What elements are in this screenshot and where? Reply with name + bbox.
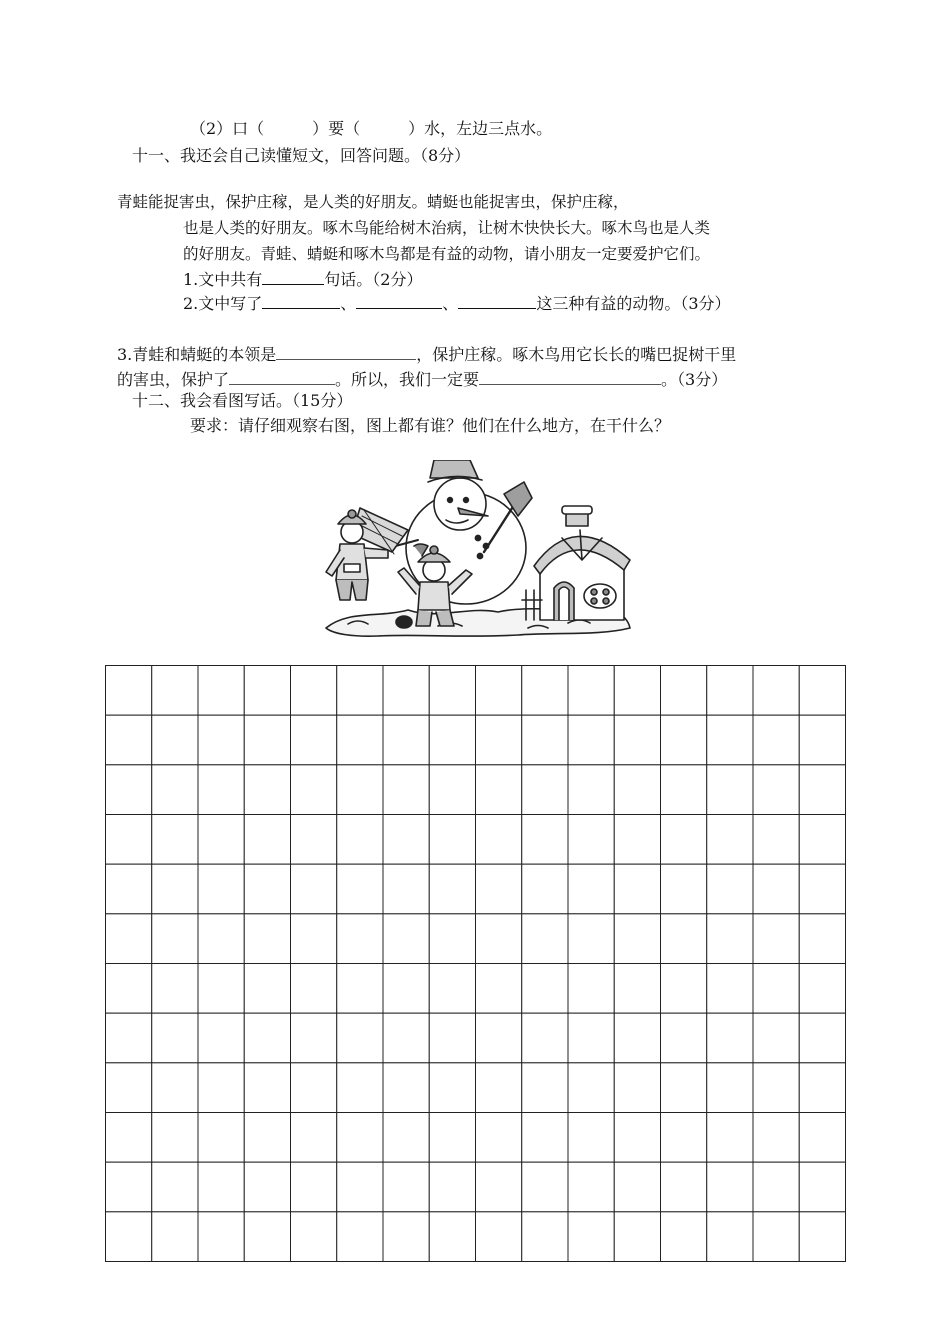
answer-blank-sentence-count[interactable]: [262, 268, 324, 285]
grid-cell[interactable]: [152, 1063, 198, 1113]
q2-prefix: 2.文中写了: [183, 294, 263, 313]
grid-cell[interactable]: [291, 1013, 337, 1063]
grid-cell[interactable]: [337, 1013, 383, 1063]
grid-cell[interactable]: [707, 815, 753, 865]
grid-cell[interactable]: [244, 964, 290, 1014]
grid-cell[interactable]: [522, 1063, 568, 1113]
grid-cell[interactable]: [476, 1063, 522, 1113]
q2-separator-2: 、: [442, 294, 459, 313]
grid-cell[interactable]: [152, 666, 198, 716]
grid-cell[interactable]: [429, 914, 475, 964]
grid-cell[interactable]: [198, 815, 244, 865]
grid-cell[interactable]: [476, 964, 522, 1014]
answer-blank-animal-1[interactable]: [262, 292, 340, 309]
grid-cell[interactable]: [244, 1113, 290, 1163]
grid-cell[interactable]: [753, 715, 799, 765]
grid-cell[interactable]: [522, 1162, 568, 1212]
grid-cell[interactable]: [614, 815, 660, 865]
grid-cell[interactable]: [568, 815, 614, 865]
q10-item-2: （2）口（ ）要（ ）水，左边三点水。: [190, 119, 553, 138]
grid-cell[interactable]: [661, 914, 707, 964]
grid-cell[interactable]: [337, 964, 383, 1014]
grid-cell[interactable]: [291, 914, 337, 964]
snowman-scene-illustration: [318, 460, 638, 640]
grid-cell[interactable]: [106, 864, 152, 914]
grid-cell[interactable]: [429, 815, 475, 865]
q3-line2-middle: 。所以，我们一定要: [335, 370, 480, 389]
grid-cell[interactable]: [661, 1113, 707, 1163]
grid-cell[interactable]: [707, 1212, 753, 1262]
grid-cell[interactable]: [244, 864, 290, 914]
grid-cell[interactable]: [568, 914, 614, 964]
grid-cell[interactable]: [152, 715, 198, 765]
grid-cell[interactable]: [291, 815, 337, 865]
grid-cell[interactable]: [106, 715, 152, 765]
grid-cell[interactable]: [476, 1013, 522, 1063]
passage-line-1: 青蛙能捉害虫，保护庄稼，是人类的好朋友。蜻蜓也能捉害虫，保护庄稼，: [117, 193, 629, 211]
writing-grid[interactable]: [105, 665, 846, 1263]
grid-cell[interactable]: [383, 964, 429, 1014]
grid-cell[interactable]: [337, 1212, 383, 1262]
grid-cell[interactable]: [291, 715, 337, 765]
grid-cell[interactable]: [244, 815, 290, 865]
grid-cell[interactable]: [661, 964, 707, 1014]
q11-heading: 十一、我还会自己读懂短文，回答问题。（8分）: [132, 146, 471, 165]
grid-cell[interactable]: [198, 914, 244, 964]
grid-cell[interactable]: [707, 666, 753, 716]
grid-cell[interactable]: [429, 864, 475, 914]
grid-cell[interactable]: [661, 815, 707, 865]
grid-cell[interactable]: [476, 715, 522, 765]
grid-cell[interactable]: [106, 1212, 152, 1262]
grid-cell[interactable]: [799, 914, 845, 964]
grid-cell[interactable]: [198, 666, 244, 716]
answer-blank-ability[interactable]: [276, 343, 416, 360]
grid-cell[interactable]: [244, 765, 290, 815]
grid-cell[interactable]: [383, 715, 429, 765]
grid-cell[interactable]: [661, 715, 707, 765]
grid-cell[interactable]: [291, 864, 337, 914]
grid-cell[interactable]: [106, 914, 152, 964]
grid-cell[interactable]: [614, 715, 660, 765]
grid-cell[interactable]: [753, 914, 799, 964]
grid-cell[interactable]: [429, 964, 475, 1014]
grid-cell[interactable]: [106, 815, 152, 865]
grid-cell[interactable]: [568, 1212, 614, 1262]
grid-cell[interactable]: [383, 1162, 429, 1212]
grid-cell[interactable]: [753, 1113, 799, 1163]
grid-cell[interactable]: [522, 666, 568, 716]
grid-cell[interactable]: [429, 1113, 475, 1163]
answer-blank-animal-2[interactable]: [356, 292, 442, 309]
grid-cell[interactable]: [152, 914, 198, 964]
grid-cell[interactable]: [383, 1113, 429, 1163]
grid-cell[interactable]: [476, 864, 522, 914]
grid-cell[interactable]: [707, 964, 753, 1014]
grid-cell[interactable]: [337, 864, 383, 914]
grid-cell[interactable]: [429, 1162, 475, 1212]
grid-cell[interactable]: [244, 715, 290, 765]
grid-cell[interactable]: [198, 864, 244, 914]
grid-cell[interactable]: [614, 964, 660, 1014]
q1-prefix: 1.文中共有: [183, 270, 263, 289]
grid-cell[interactable]: [291, 964, 337, 1014]
grid-cell[interactable]: [198, 715, 244, 765]
grid-cell[interactable]: [106, 666, 152, 716]
grid-cell[interactable]: [291, 1212, 337, 1262]
grid-cell[interactable]: [106, 1113, 152, 1163]
grid-cell[interactable]: [244, 666, 290, 716]
grid-cell[interactable]: [337, 1113, 383, 1163]
grid-cell[interactable]: [614, 765, 660, 815]
grid-cell[interactable]: [198, 1212, 244, 1262]
grid-cell[interactable]: [799, 765, 845, 815]
grid-cell[interactable]: [291, 1162, 337, 1212]
grid-cell[interactable]: [429, 765, 475, 815]
grid-cell[interactable]: [337, 1063, 383, 1113]
grid-cell[interactable]: [614, 1013, 660, 1063]
grid-cell[interactable]: [522, 1212, 568, 1262]
grid-cell[interactable]: [753, 864, 799, 914]
grid-cell[interactable]: [661, 1162, 707, 1212]
grid-cell[interactable]: [799, 1212, 845, 1262]
grid-cell[interactable]: [152, 1113, 198, 1163]
grid-cell[interactable]: [661, 864, 707, 914]
grid-cell[interactable]: [753, 1013, 799, 1063]
grid-cell[interactable]: [291, 1113, 337, 1163]
grid-cell[interactable]: [753, 1162, 799, 1212]
grid-cell[interactable]: [614, 1212, 660, 1262]
grid-cell[interactable]: [522, 914, 568, 964]
passage-line-3: 的好朋友。青蛙、蜻蜓和啄木鸟都是有益的动物，请小朋友一定要爱护它们。: [183, 245, 711, 263]
q1-suffix: 句话。（2分）: [324, 270, 423, 289]
grid-cell[interactable]: [753, 964, 799, 1014]
q12-requirement: 要求：请仔细观察右图，图上都有谁？他们在什么地方，在干什么？: [190, 416, 671, 435]
grid-cell[interactable]: [383, 1063, 429, 1113]
grid-cell[interactable]: [753, 765, 799, 815]
grid-cell[interactable]: [198, 1013, 244, 1063]
grid-cell[interactable]: [152, 1212, 198, 1262]
grid-cell[interactable]: [568, 666, 614, 716]
grid-cell[interactable]: [383, 666, 429, 716]
grid-cell[interactable]: [614, 1063, 660, 1113]
grid-cell[interactable]: [568, 1113, 614, 1163]
grid-cell[interactable]: [568, 1162, 614, 1212]
grid-cell[interactable]: [799, 1013, 845, 1063]
grid-cell[interactable]: [244, 914, 290, 964]
grid-cell[interactable]: [614, 864, 660, 914]
grid-cell[interactable]: [661, 1013, 707, 1063]
grid-cell[interactable]: [476, 914, 522, 964]
grid-cell[interactable]: [661, 1063, 707, 1113]
grid-cell[interactable]: [707, 1113, 753, 1163]
grid-cell[interactable]: [337, 715, 383, 765]
grid-cell[interactable]: [152, 964, 198, 1014]
q11-question-2: [183, 292, 731, 315]
grid-cell[interactable]: [522, 815, 568, 865]
grid-cell[interactable]: [568, 864, 614, 914]
answer-blank-must-do[interactable]: [479, 368, 661, 385]
grid-cell[interactable]: [476, 1212, 522, 1262]
grid-cell[interactable]: [522, 864, 568, 914]
grid-cell[interactable]: [429, 666, 475, 716]
q12-heading: 十二、我会看图写话。（15分）: [132, 391, 353, 410]
answer-blank-animal-3[interactable]: [458, 292, 536, 309]
q3-line2-prefix: 的害虫，保护了: [117, 370, 230, 389]
grid-cell[interactable]: [198, 765, 244, 815]
grid-cell[interactable]: [106, 964, 152, 1014]
q11-question-3-line-2: [117, 368, 727, 391]
grid-cell[interactable]: [152, 1013, 198, 1063]
grid-cell[interactable]: [198, 1162, 244, 1212]
grid-cell[interactable]: [198, 1113, 244, 1163]
grid-cell[interactable]: [661, 666, 707, 716]
q3-line1-suffix: ，保护庄稼。啄木鸟用它长长的嘴巴捉树干里: [416, 345, 737, 364]
grid-cell[interactable]: [707, 765, 753, 815]
grid-cell[interactable]: [198, 964, 244, 1014]
grid-cell[interactable]: [337, 914, 383, 964]
grid-cell[interactable]: [568, 1063, 614, 1113]
grid-cell[interactable]: [522, 964, 568, 1014]
grid-cell[interactable]: [707, 1013, 753, 1063]
grid-cell[interactable]: [707, 864, 753, 914]
grid-cell[interactable]: [753, 1212, 799, 1262]
grid-cell[interactable]: [799, 864, 845, 914]
grid-cell[interactable]: [244, 1013, 290, 1063]
grid-cell[interactable]: [799, 1113, 845, 1163]
grid-cell[interactable]: [198, 1063, 244, 1113]
grid-cell[interactable]: [707, 715, 753, 765]
grid-cell[interactable]: [106, 1063, 152, 1113]
grid-cell[interactable]: [799, 715, 845, 765]
grid-cell[interactable]: [799, 1162, 845, 1212]
grid-cell[interactable]: [614, 666, 660, 716]
grid-cell[interactable]: [429, 1212, 475, 1262]
grid-cell[interactable]: [337, 1162, 383, 1212]
grid-cell[interactable]: [707, 1063, 753, 1113]
grid-cell[interactable]: [152, 815, 198, 865]
grid-cell[interactable]: [568, 1013, 614, 1063]
grid-cell[interactable]: [244, 1063, 290, 1113]
grid-cell[interactable]: [522, 715, 568, 765]
grid-cell[interactable]: [106, 765, 152, 815]
grid-cell[interactable]: [429, 715, 475, 765]
grid-cell[interactable]: [337, 666, 383, 716]
grid-cell[interactable]: [383, 1013, 429, 1063]
grid-cell[interactable]: [799, 964, 845, 1014]
grid-cell[interactable]: [799, 666, 845, 716]
grid-cell[interactable]: [753, 666, 799, 716]
grid-cell[interactable]: [383, 914, 429, 964]
q11-question-3-line-1: [117, 343, 736, 366]
grid-cell[interactable]: [522, 765, 568, 815]
grid-cell[interactable]: [383, 1212, 429, 1262]
grid-cell[interactable]: [429, 1013, 475, 1063]
grid-cell[interactable]: [337, 815, 383, 865]
grid-cell[interactable]: [707, 914, 753, 964]
grid-cell[interactable]: [383, 815, 429, 865]
answer-blank-protected[interactable]: [229, 368, 335, 385]
grid-cell[interactable]: [244, 1212, 290, 1262]
grid-cell[interactable]: [707, 1162, 753, 1212]
q11-question-1: [183, 268, 422, 291]
grid-cell[interactable]: [799, 1063, 845, 1113]
q2-separator-1: 、: [340, 294, 357, 313]
grid-cell[interactable]: [568, 964, 614, 1014]
grid-cell[interactable]: [614, 914, 660, 964]
q3-line2-suffix: 。（3分）: [661, 370, 728, 389]
grid-cell[interactable]: [753, 1063, 799, 1113]
grid-cell[interactable]: [106, 1013, 152, 1063]
grid-cell[interactable]: [476, 1162, 522, 1212]
grid-cell[interactable]: [568, 765, 614, 815]
grid-cell[interactable]: [476, 1113, 522, 1163]
grid-cell[interactable]: [753, 815, 799, 865]
grid-cell[interactable]: [152, 864, 198, 914]
grid-cell[interactable]: [291, 765, 337, 815]
grid-cell[interactable]: [106, 1162, 152, 1212]
grid-cell[interactable]: [614, 1113, 660, 1163]
grid-cell[interactable]: [568, 715, 614, 765]
grid-cell[interactable]: [244, 1162, 290, 1212]
grid-cell[interactable]: [476, 666, 522, 716]
grid-cell[interactable]: [291, 666, 337, 716]
grid-cell[interactable]: [522, 1013, 568, 1063]
grid-cell[interactable]: [337, 765, 383, 815]
grid-cell[interactable]: [522, 1113, 568, 1163]
grid-cell[interactable]: [661, 1212, 707, 1262]
grid-cell[interactable]: [152, 1162, 198, 1212]
q3-prefix: 3.青蛙和蜻蜓的本领是: [117, 345, 277, 364]
passage-line-2: 也是人类的好朋友。啄木鸟能给树木治病，让树木快快长大。啄木鸟也是人类: [183, 219, 711, 237]
q2-suffix: 这三种有益的动物。（3分）: [536, 294, 731, 313]
grid-cell[interactable]: [799, 815, 845, 865]
grid-cell[interactable]: [614, 1162, 660, 1212]
grid-cell[interactable]: [661, 765, 707, 815]
grid-cell[interactable]: [291, 1063, 337, 1113]
grid-cell[interactable]: [476, 815, 522, 865]
grid-cell[interactable]: [152, 765, 198, 815]
grid-cell[interactable]: [383, 765, 429, 815]
grid-cell[interactable]: [383, 864, 429, 914]
grid-cell[interactable]: [429, 1063, 475, 1113]
grid-cell[interactable]: [476, 765, 522, 815]
